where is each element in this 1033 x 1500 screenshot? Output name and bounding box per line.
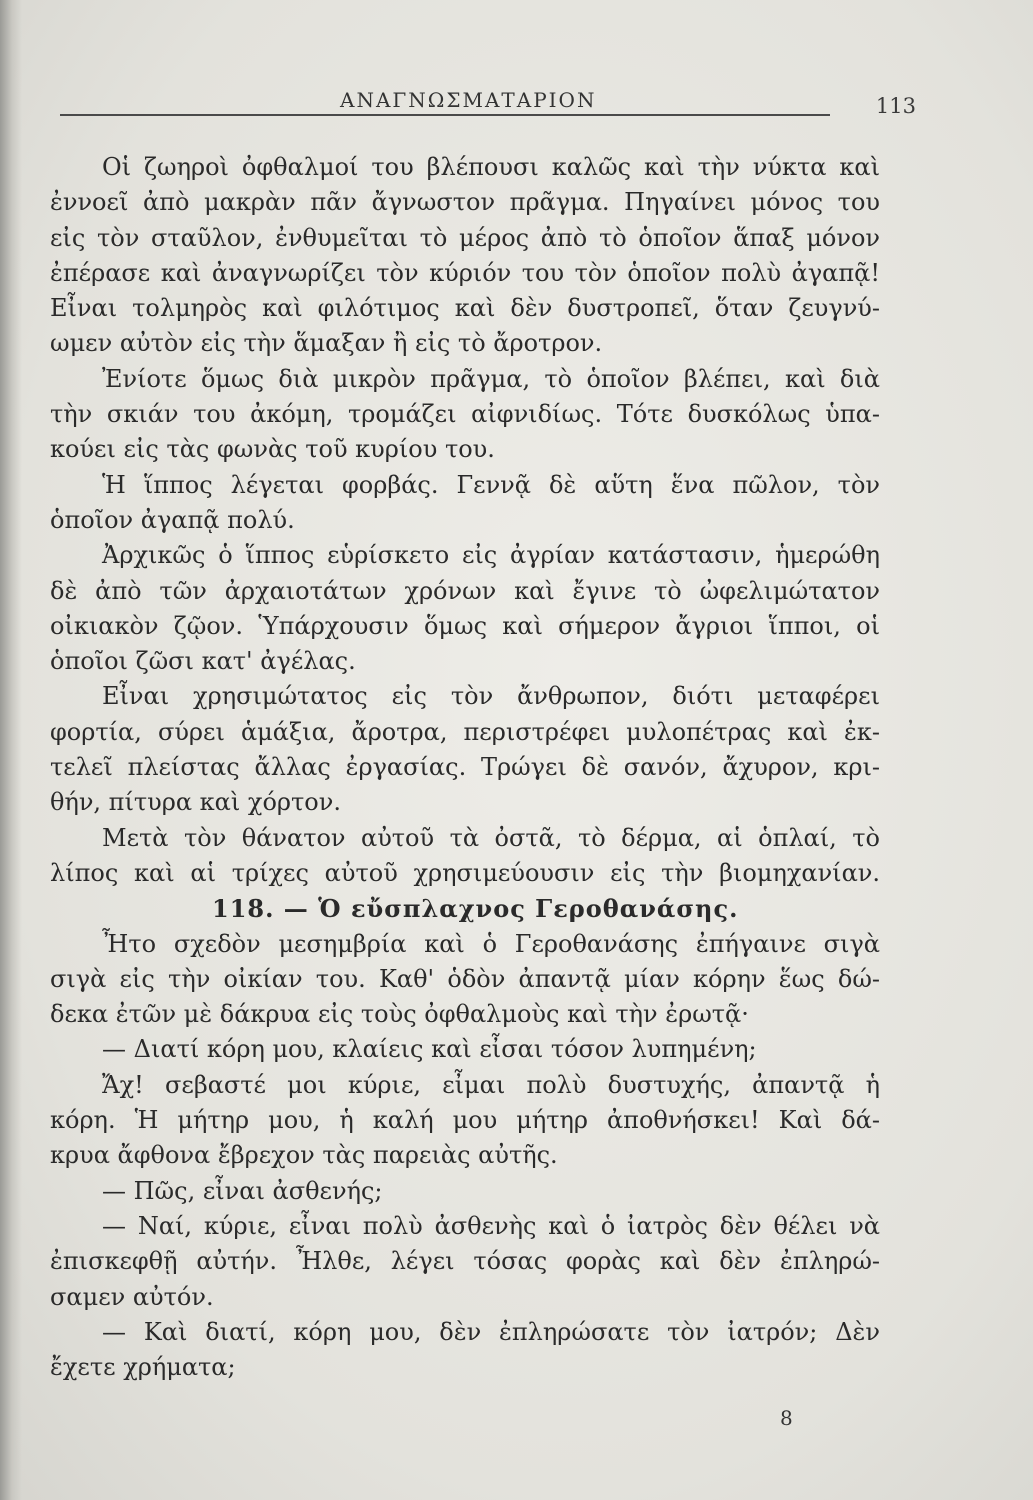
header-rule	[60, 114, 830, 116]
text-line: φορτία, σύρει ἁμάξια, ἄροτρα, περιστρέφει μυλοπέτρας καὶ ἐκ-	[50, 717, 880, 746]
text-line: — Διατί κόρη μου, κλαίεις καὶ εἶσαι τόσον λυπημένη;	[102, 1035, 757, 1064]
text-line: ἔχετε χρήματα;	[50, 1353, 236, 1382]
text-line: Ἄχ! σεβαστέ μοι κύριε, εἶμαι πολὺ δυστυχής, ἀπαντᾷ ἡ	[102, 1070, 880, 1099]
text-line: δὲ ἀπὸ τῶν ἀρχαιοτάτων χρόνων καὶ ἔγινε τὸ ὠφελιμώτατον	[50, 576, 880, 605]
text-line: ἐπισκεφθῇ αὐτήν. Ἦλθε, λέγει τόσας φορὰς καὶ δὲν ἐπληρώ-	[50, 1247, 880, 1276]
text-line: τὴν σκιάν του ἀκόμη, τρομάζει αἰφνιδίως. Τότε δυσκόλως ὑπα-	[50, 400, 880, 429]
text-line: δεκα ἐτῶν μὲ δάκρυα εἰς τοὺς ὀφθαλμοὺς καὶ τὴν ἐρωτᾷ·	[50, 1000, 749, 1029]
text-line: Ἀρχικῶς ὁ ἵππος εὑρίσκετο εἰς ἀγρίαν κατάστασιν, ἡμερώθη	[102, 541, 880, 570]
text-line: σαμεν αὐτόν.	[50, 1282, 214, 1311]
text-line: σιγὰ εἰς τὴν οἰκίαν του. Καθ' ὁδὸν ἀπαντᾷ μίαν κόρην ἕως δώ-	[50, 964, 880, 993]
text-line: — Καὶ διατί, κόρη μου, δὲν ἐπληρώσατε τὸν ἰατρόν; Δὲν	[102, 1317, 880, 1346]
body-text	[50, 150, 880, 1385]
text-line: ωμεν αὐτὸν εἰς τὴν ἅμαξαν ἢ εἰς τὸ ἄροτρον.	[50, 329, 603, 358]
page-number: 113	[875, 94, 916, 118]
text-line: κρυα ἄφθονα ἔβρεχον τὰς παρειὰς αὐτῆς.	[50, 1141, 558, 1170]
running-title: ΑΝΑΓΝΩΣΜΑΤΑΡΙΟΝ	[340, 88, 597, 112]
text-line: — Ναί, κύριε, εἶναι πολὺ ἀσθενὴς καὶ ὁ ἰατρὸς δὲν θέλει νὰ	[102, 1211, 880, 1240]
text-line: κούει εἰς τὰς φωνὰς τοῦ κυρίου του.	[50, 435, 495, 464]
text-line: εἰς τὸν σταῦλον, ἐνθυμεῖται τὸ μέρος ἀπὸ τὸ ὁποῖον ἅπαξ μόνον	[50, 223, 880, 252]
text-line: λίπος καὶ αἱ τρίχες αὐτοῦ χρησιμεύουσιν εἰς τὴν βιομηχανίαν.	[50, 858, 880, 887]
text-line: Ἐνίοτε ὅμως διὰ μικρὸν πρᾶγμα, τὸ ὁποῖον βλέπει, καὶ διὰ	[102, 364, 880, 393]
text-line: Μετὰ τὸν θάνατον αὐτοῦ τὰ ὀστᾶ, τὸ δέρμα, αἱ ὁπλαί, τὸ	[102, 823, 880, 852]
text-line: Εἶναι τολμηρὸς καὶ φιλότιμος καὶ δὲν δυστροπεῖ, ὅταν ζευγνύ-	[50, 294, 880, 323]
binding-edge-shadow	[0, 0, 22, 1500]
text-line: ἐννοεῖ ἀπὸ μακρὰν πᾶν ἄγνωστον πρᾶγμα. Πηγαίνει μόνος του	[50, 188, 880, 217]
text-line: — Πῶς, εἶναι ἀσθενής;	[102, 1176, 383, 1205]
signature-mark: 8	[780, 1406, 793, 1430]
text-line: θήν, πίτυρα καὶ χόρτον.	[50, 788, 341, 817]
text-line: ὁποῖον ἀγαπᾷ πολύ.	[50, 505, 295, 534]
text-line: Ἡ ἵππος λέγεται φορβάς. Γεννᾷ δὲ αὕτη ἕνα πῶλον, τὸν	[102, 470, 880, 499]
text-line: Εἶναι χρησιμώτατος εἰς τὸν ἄνθρωπον, διότι μεταφέρει	[102, 682, 880, 711]
text-line: ἐπέρασε καὶ ἀναγνωρίζει τὸν κύριόν του τὸν ὁποῖον πολὺ ἀγαπᾷ!	[50, 258, 880, 287]
text-line: οἰκιακὸν ζῷον. Ὑπάρχουσιν ὅμως καὶ σήμερον ἄγριοι ἵπποι, οἱ	[50, 611, 880, 640]
text-line: Οἱ ζωηροὶ ὀφθαλμοί του βλέπουσι καλῶς καὶ τὴν νύκτα καὶ	[102, 153, 880, 181]
text-line: τελεῖ πλείστας ἄλλας ἐργασίας. Τρώγει δὲ σανόν, ἄχυρον, κρι-	[50, 753, 880, 782]
text-line: ὁποῖοι ζῶσι κατ' ἀγέλας.	[50, 647, 356, 676]
text-line: κόρη. Ἡ μήτηρ μου, ἡ καλή μου μήτηρ ἀποθνήσκει! Καὶ δά-	[50, 1106, 880, 1135]
page-header	[60, 84, 916, 124]
section-heading: 118. — Ὁ εὔσπλαχνος Γεροθανάσης.	[212, 894, 739, 924]
text-line: Ἦτο σχεδὸν μεσημβρία καὶ ὁ Γεροθανάσης ἐπήγαινε σιγὰ	[102, 929, 880, 958]
